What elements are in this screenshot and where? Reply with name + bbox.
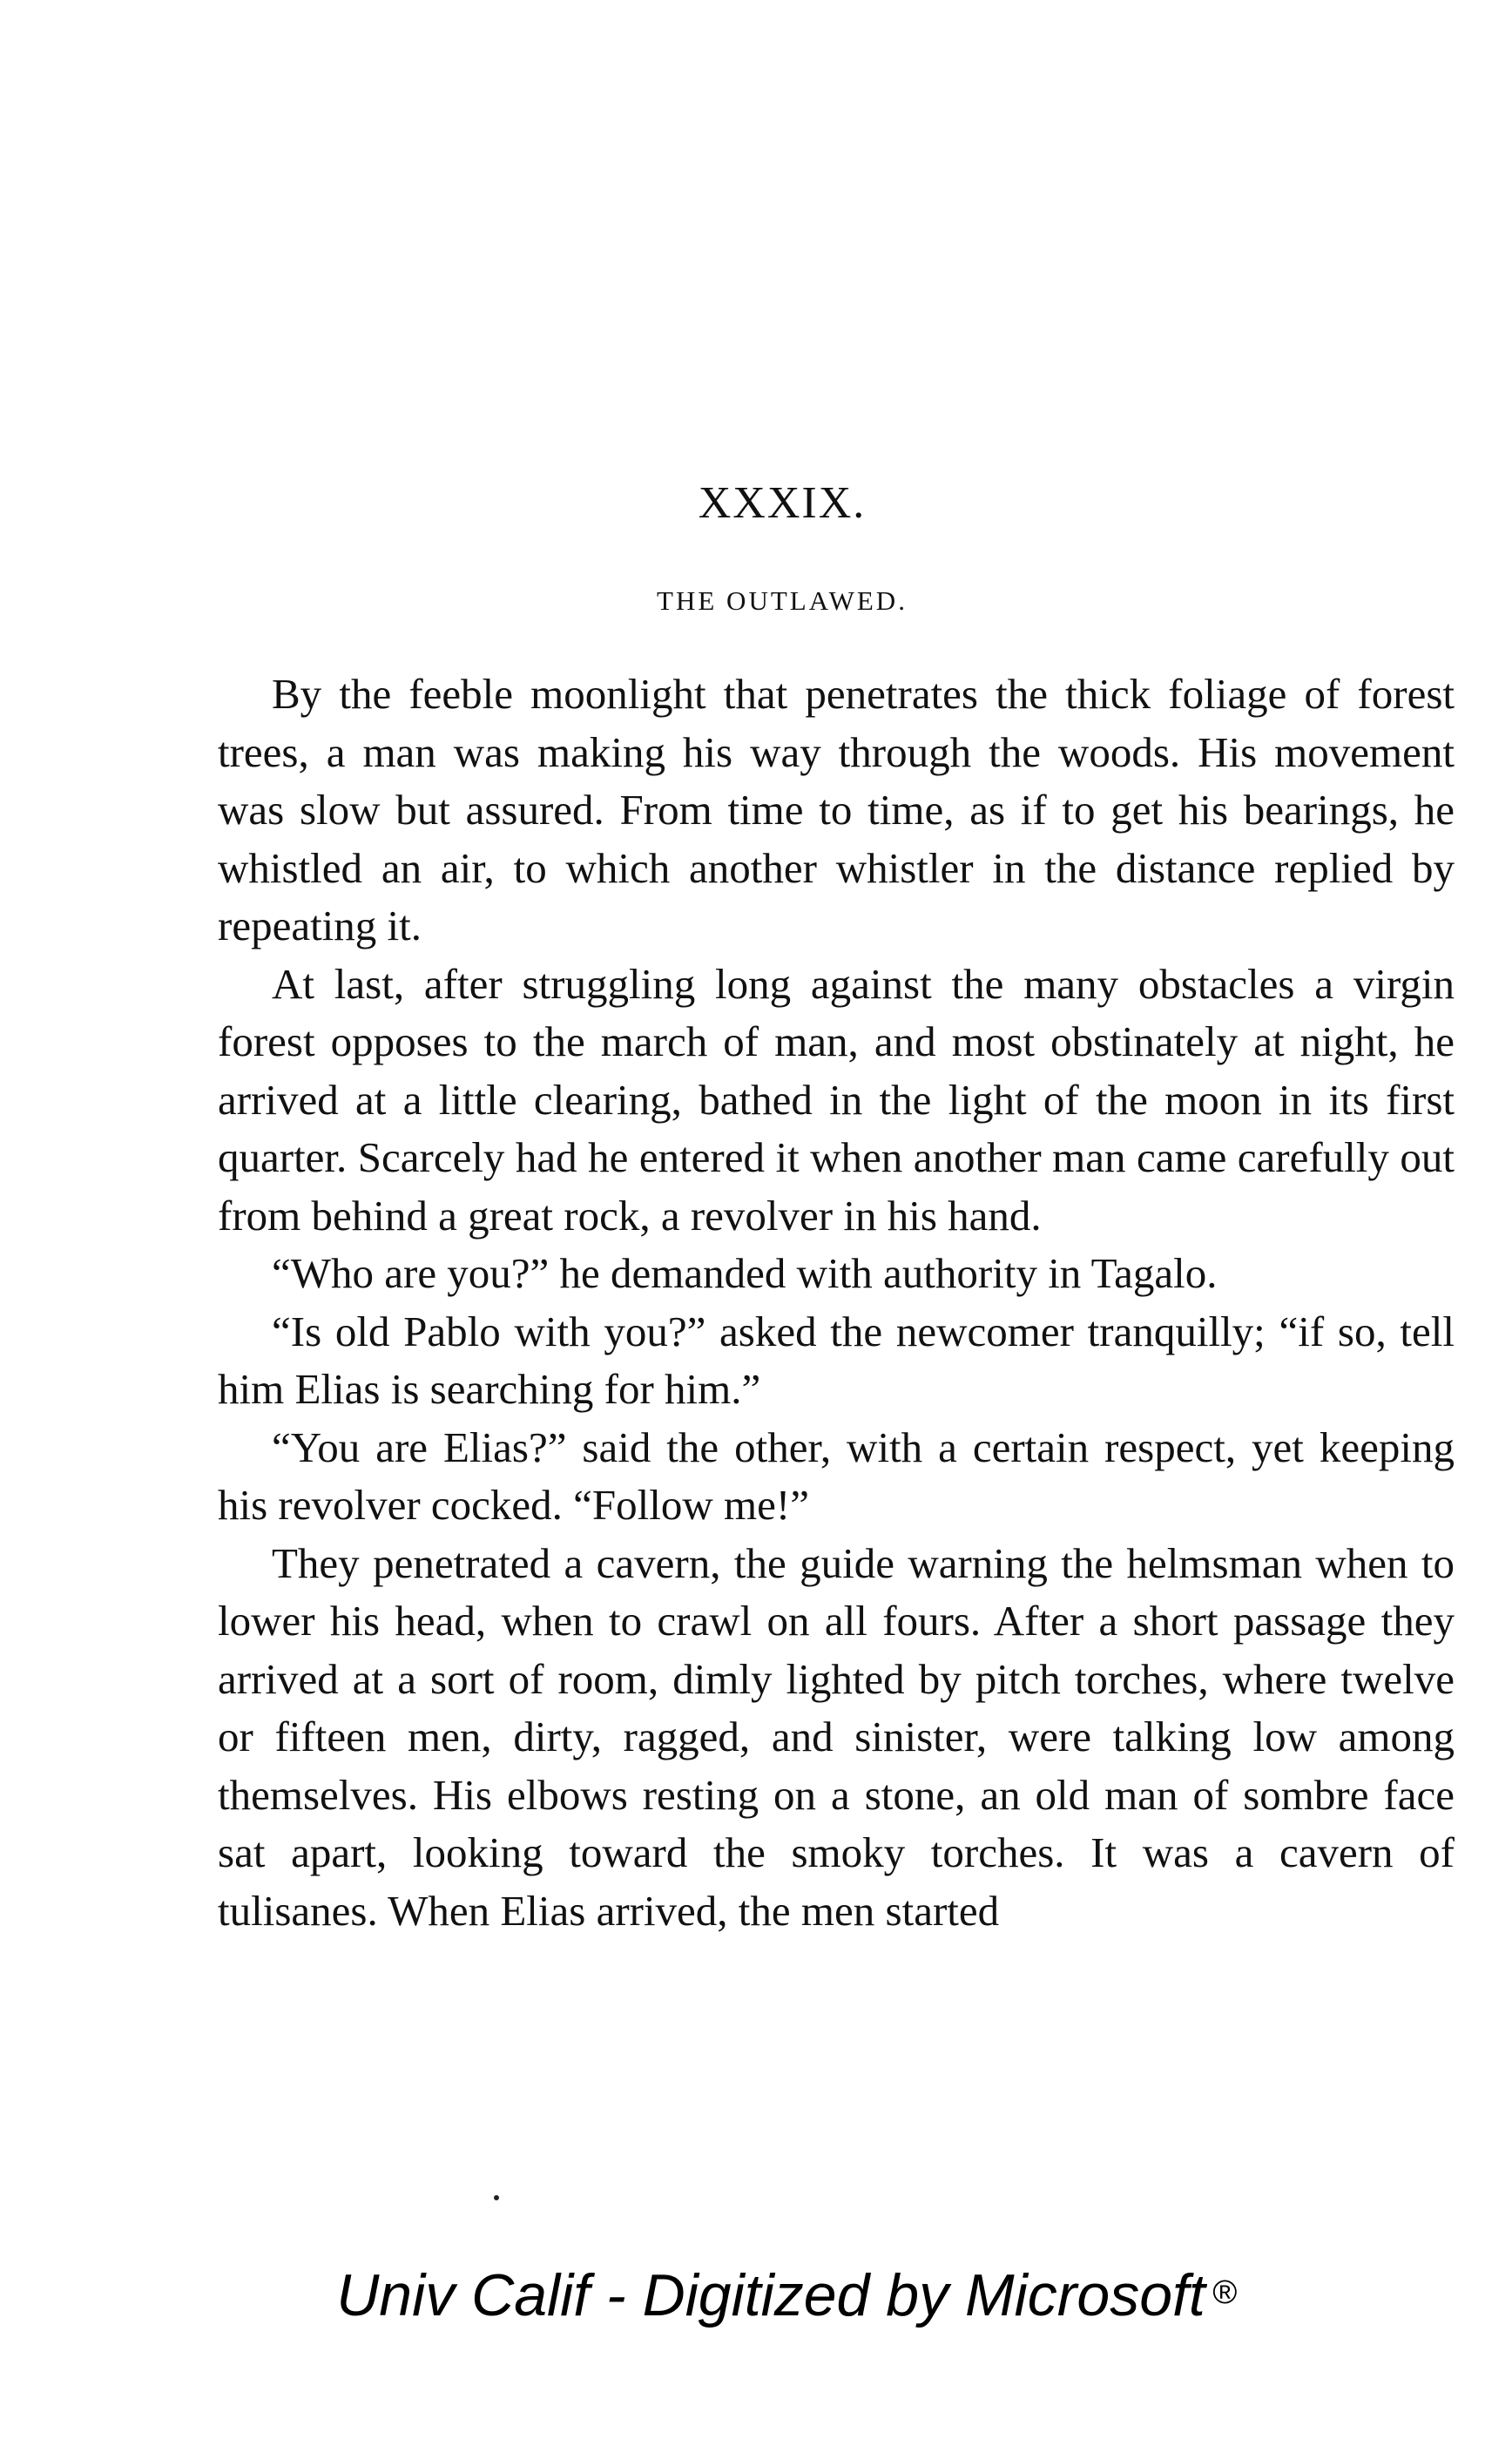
- paragraph-text: the feeble moonlight that penetrates the thick foliage of forest trees, a man was making his way through the woods. His movement was slow but assured. From time to time, as if to get his bearings, he whistled an air, to which another whistler in the distance replied by repeating it.: [218, 670, 1455, 949]
- chapter-body: [218, 666, 1455, 1940]
- ink-dot: [494, 2195, 499, 2200]
- digitization-watermark: [0, 2261, 1512, 2329]
- watermark-text: Univ Calif - Digitized by Microsoft: [336, 2262, 1205, 2328]
- paragraph: They penetrated a cavern, the guide warning the helmsman when to lower his head, when to crawl on all fours. After a short passage they arrived at a sort of room, dimly lighted by pitch torches, where twelve or fifteen men, dirty, ragged, and sinister, were talking low among themselves. His elbows resting on a stone, an old man of sombre face sat apart, looking toward the smoky torches. It was a cavern of tulisanes. When Elias arrived, the men started: [218, 1538, 1455, 1935]
- paragraph: “You are Elias?” said the other, with a certain respect, yet keeping his revolver cocked. “Follow me!”: [218, 1422, 1455, 1529]
- paragraph: “Who are you?” he demanded with authority in Tagalo.: [272, 1249, 1218, 1297]
- paragraph: At last, after struggling long against the many obstacles a virgin forest opposes to the march of man, and most obstinately at night, he arrived at a little clearing, bathed in the light of the moon in its first quarter. Scarcely had he entered it when another man came carefully out from behind a great rock, a revolver in his hand.: [218, 959, 1455, 1240]
- paragraph-lead: By: [272, 670, 322, 718]
- chapter-number: XXXIX.: [698, 478, 867, 528]
- chapter-title: THE OUTLAWED.: [657, 585, 908, 616]
- paragraph: [218, 666, 1455, 956]
- registered-icon: ®: [1212, 2274, 1237, 2311]
- paragraph: “Is old Pablo with you?” asked the newcomer tranquilly; “if so, tell him Elias is searching for him.”: [218, 1307, 1455, 1413]
